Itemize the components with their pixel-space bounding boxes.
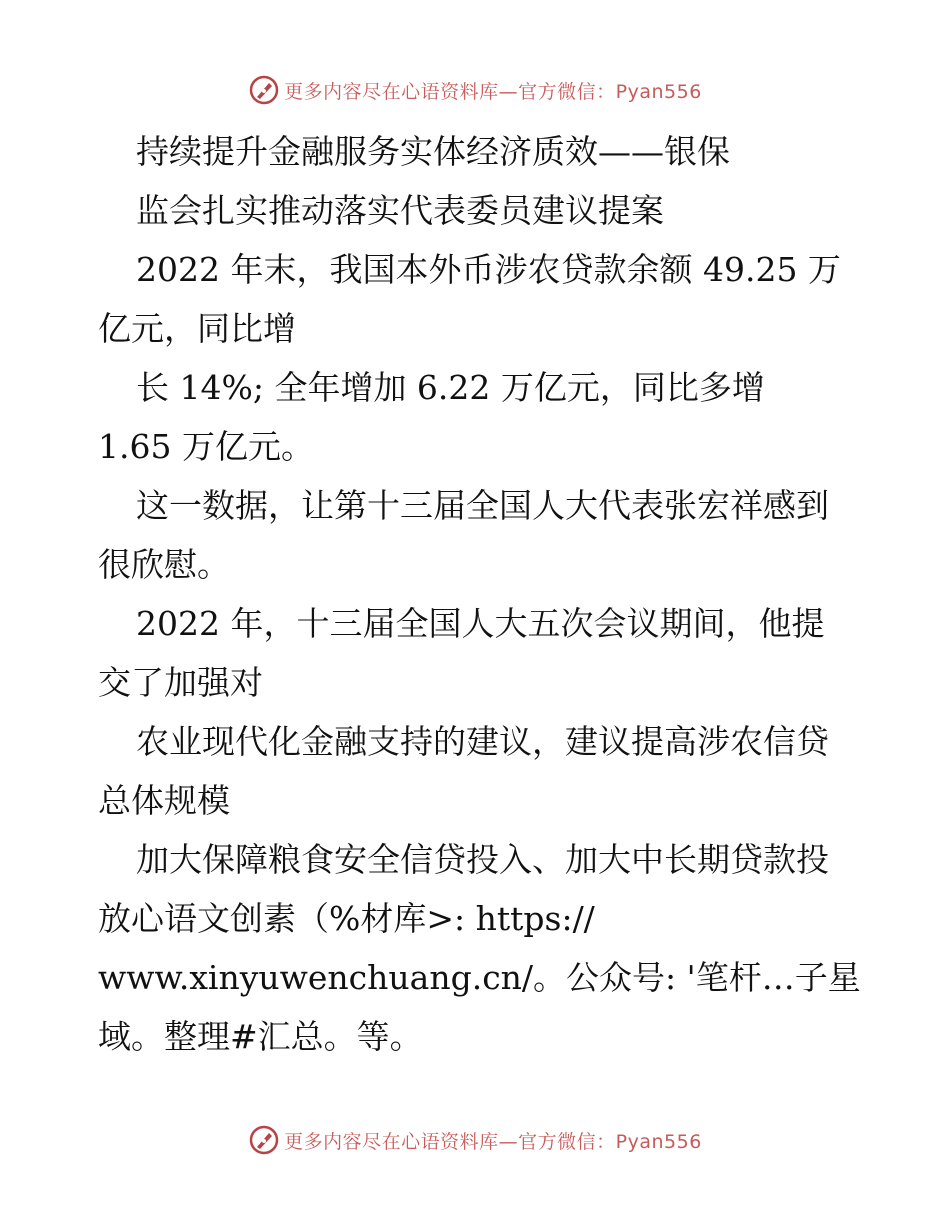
text-line: 1.65 万亿元。 xyxy=(98,427,314,466)
text-line: 放心语文创素（%材库>: https:// xyxy=(98,899,595,938)
text-line: 很欣慰。 xyxy=(98,545,230,584)
pen-logo-icon xyxy=(248,74,280,106)
footer-banner-text: 更多内容尽在心语资料库—官方微信：Pyan556 xyxy=(284,1130,702,1153)
text-line: 农业现代化金融支持的建议，建议提高涉农信贷 xyxy=(136,722,829,761)
footer-banner xyxy=(0,1120,950,1160)
text-line: 总体规模 xyxy=(98,781,230,820)
text-line: 域。整理#汇总。等。 xyxy=(98,1017,423,1056)
text-line: 长 14%; 全年增加 6.22 万亿元，同比多增 xyxy=(136,368,765,407)
text-line: 持续提升金融服务实体经济质效——银保 xyxy=(136,132,730,171)
document-body xyxy=(98,122,861,1066)
text-line: 2022 年末，我国本外币涉农贷款余额 49.25 万 xyxy=(136,250,841,289)
header-banner xyxy=(0,70,950,110)
text-line: 2022 年，十三届全国人大五次会议期间，他提 xyxy=(136,604,825,643)
text-line: 监会扎实推动落实代表委员建议提案 xyxy=(136,191,664,230)
text-line: www.xinyuwenchuang.cn/。公众号: '笔杆…子星 xyxy=(98,958,861,997)
text-line: 这一数据，让第十三届全国人大代表张宏祥感到 xyxy=(136,486,829,525)
text-line: 亿元，同比增 xyxy=(98,309,296,348)
text-line: 交了加强对 xyxy=(98,663,263,702)
pen-logo-icon xyxy=(248,1124,280,1156)
text-line: 加大保障粮食安全信贷投入、加大中长期贷款投 xyxy=(136,840,829,879)
header-banner-text: 更多内容尽在心语资料库—官方微信：Pyan556 xyxy=(284,80,702,103)
